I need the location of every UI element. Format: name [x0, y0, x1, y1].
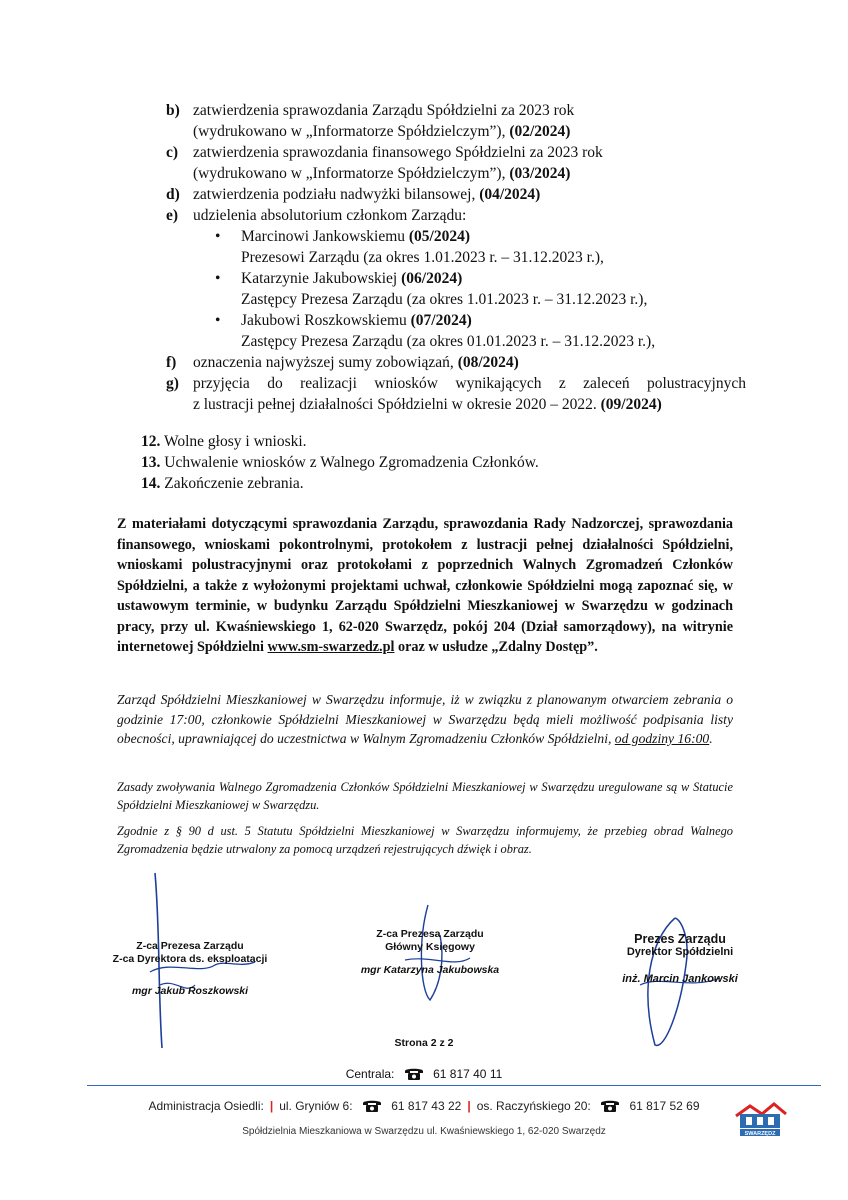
list-item-d: d) zatwierdzenia podziału nadwyżki bilansowej, (04/2024): [166, 186, 541, 203]
list-item-e: e) udzielenia absolutorium członkom Zarządu:: [166, 207, 467, 224]
list-item-b: b) zatwierdzenia sprawozdania Zarządu Spółdzielni za 2023 rok (wydrukowano w „Informatorze Spółdzielczym”), (02/2024): [166, 102, 575, 140]
list-item-f: f) oznaczenia najwyższej sumy zobowiązań, (08/2024): [166, 354, 519, 371]
agenda-item: 14. Zakończenie zebrania.: [141, 475, 304, 492]
bullet-icon: •: [215, 270, 221, 287]
separator: |: [467, 1098, 471, 1113]
list-marker: c): [166, 144, 179, 161]
agenda-item: 13. Uchwalenie wniosków z Walnego Zgromadzenia Członków.: [141, 454, 539, 471]
cooperative-logo-icon: [730, 1098, 790, 1138]
list-item-g: g) przyjęcia do realizacji wniosków wynikających z zaleceń polustracyjnych z lustracji pełnej działalności Spółdzielni w okresie 2020 – 2022. (09/2024): [166, 375, 746, 413]
bullet-item: • Katarzynie Jakubowskiej (06/2024) Zastępcy Prezesa Zarządu (za okres 1.01.2023 r. – 31.12.2023 r.),: [215, 270, 648, 308]
page-number: Strona 2 z 2: [394, 1037, 454, 1049]
attendance-notice: Zarząd Spółdzielni Mieszkaniowej w Swarzędzu informuje, iż w związku z planowanym otwarciem zebrania o godzinie 17:00, członkowie Spółdzielni Mieszkaniowej w Swarzędzu będą mieli możliwość podpisania listy obecności, uprawniającej do uczestnictwa w Walnym Zgromadzeniu Członków Spółdzielni, od godziny 16:00.: [117, 692, 733, 746]
list-item-c: c) zatwierdzenia sprawozdania finansowego Spółdzielni za 2023 rok (wydrukowano w „Informatorze Spółdzielczym”), (03/2024): [166, 144, 603, 182]
bullet-icon: •: [215, 228, 221, 245]
statute-notice: Zasady zwoływania Walnego Zgromadzenia Członków Spółdzielni Mieszkaniowej w Swarzędzu uregulowane są w Statucie Spółdzielni Mieszkaniowej w Swarzędzu.: [117, 780, 733, 812]
bullet-item: • Jakubowi Roszkowskiemu (07/2024) Zastępcy Prezesa Zarządu (za okres 01.01.2023 r. – 31.12.2023 r.),: [215, 312, 656, 350]
website-link[interactable]: www.sm-swarzedz.pl: [267, 639, 395, 655]
signature-right: Prezes Zarządu Dyrektor Spółdzielni inż. Marcin Jankowski: [622, 932, 738, 985]
central-phone: Centrala: 61 817 40 11: [345, 1066, 503, 1081]
list-marker: g): [166, 375, 179, 392]
bullet-icon: •: [215, 312, 221, 329]
list-marker: d): [166, 186, 180, 203]
bullet-item: • Marcinowi Jankowskiemu (05/2024) Prezesowi Zarządu (za okres 1.01.2023 r. – 31.12.2023 r.),: [215, 228, 604, 266]
footer-divider: [87, 1085, 821, 1086]
list-marker: b): [166, 102, 180, 119]
separator: |: [269, 1098, 274, 1113]
svg-text:SWARZĘDZ: SWARZĘDZ: [744, 1131, 776, 1137]
telephone-icon: [600, 1099, 620, 1113]
telephone-icon: [404, 1067, 424, 1081]
list-marker: e): [166, 207, 179, 224]
resolution-list: [166, 100, 746, 415]
recording-notice: Zgodnie z § 90 d ust. 5 Statutu Spółdzielni Mieszkaniowej w Swarzędzu informujemy, że przebieg obrad Walnego Zgromadzenia będzie utrwalony za pomocą urządzeń rejestrujących dźwięk i obraz.: [117, 824, 733, 856]
signature-middle: Z-ca Prezesa Zarządu Główny Księgowy mgr Katarzyna Jakubowska: [360, 928, 500, 976]
signature-left: Z-ca Prezesa Zarządu Z-ca Dyrektora ds. eksploatacji mgr Jakub Roszkowski: [112, 940, 268, 997]
materials-notice: Z materiałami dotyczącymi sprawozdania Zarządu, sprawozdania Rady Nadzorczej, sprawozdania finansowego, wnioskami pokontrolnymi, protokołem z lustracji pełnej działalności Spółdzielni, wnioskami polustracyjnymi oraz protokołami z poprzednich Walnych Zgromadzeń Członków Spółdzielni, a także z wyłożonymi projektami uchwał, członkowie Spółdzielni mogą zapoznać się, w ustawowym terminie, w budynku Zarządu Spółdzielni Mieszkaniowej w Swarzędzu w godzinach pracy, przy ul. Kwaśniewskiego 1, 62-020 Swarzędz, pokój 204 (Dział samorządowy), na witrynie internetowej Spółdzielni www.sm-swarzedz.pl oraz w usłudze „Zdalny Dostęp”.: [117, 516, 733, 655]
agenda-item: 12. Wolne głosy i wnioski.: [141, 433, 307, 450]
list-marker: f): [166, 354, 177, 371]
footer-address: Spółdzielnia Mieszkaniowa w Swarzędzu ul. Kwaśniewskiego 1, 62-020 Swarzędz: [242, 1126, 606, 1137]
agenda-items: [141, 431, 539, 494]
footer-administration: Administracja Osiedli: | ul. Gryniów 6: 61 817 43 22 | os. Raczyńskiego 20: 61 817 52 69: [148, 1098, 700, 1113]
telephone-icon: [362, 1099, 382, 1113]
